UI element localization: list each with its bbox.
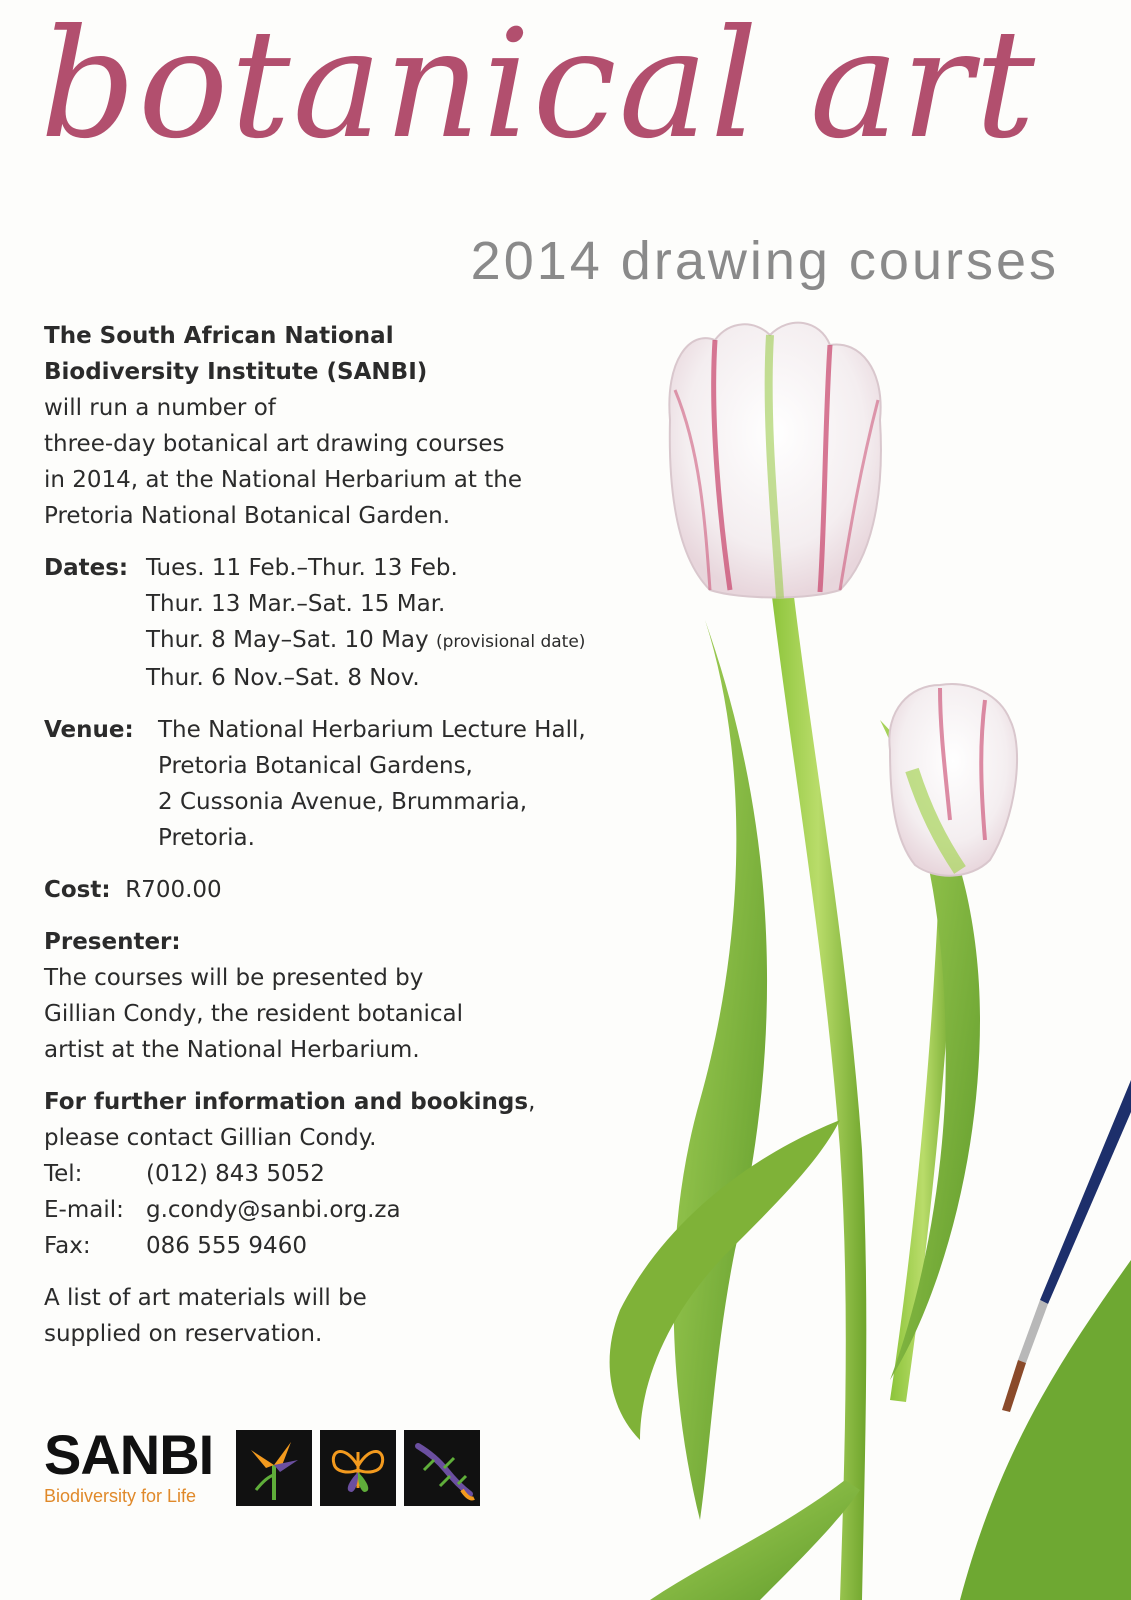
org-name-line2: Biodiversity Institute (SANBI) <box>44 359 428 385</box>
butterfly-icon <box>320 1430 396 1506</box>
presenter-section <box>44 924 644 1068</box>
venue-line: Pretoria. <box>158 825 255 851</box>
bird-of-paradise-flower-icon <box>236 1430 312 1506</box>
cost-value: R700.00 <box>125 877 222 903</box>
contact-heading-comma: , <box>528 1089 536 1115</box>
date-item: Thur. 13 Mar.–Sat. 15 Mar. <box>146 591 446 617</box>
email-label: E-mail: <box>44 1197 124 1223</box>
tel-label: Tel: <box>44 1161 83 1187</box>
presenter-line: Gillian Condy, the resident botanical <box>44 1001 463 1027</box>
presenter-label: Presenter: <box>44 929 181 955</box>
cost-label: Cost: <box>44 877 111 903</box>
contact-line: please contact Gillian Condy. <box>44 1125 377 1151</box>
intro-line: three-day botanical art drawing courses <box>44 431 505 457</box>
dates-label: Dates: <box>44 555 129 581</box>
venue-label: Venue: <box>44 717 134 743</box>
intro-section <box>44 318 644 534</box>
sanbi-name: SANBI <box>44 1423 214 1486</box>
tel-row <box>44 1156 644 1192</box>
date-item: Thur. 6 Nov.–Sat. 8 Nov. <box>146 665 420 691</box>
venue-line: Pretoria Botanical Gardens, <box>158 753 473 779</box>
venue-line: 2 Cussonia Avenue, Brummaria, <box>158 789 528 815</box>
course-details <box>44 318 644 1352</box>
provisional-note: (provisional date) <box>435 632 586 652</box>
venue-line: The National Herbarium Lecture Hall, <box>158 717 586 743</box>
contact-section <box>44 1084 644 1264</box>
materials-line: supplied on reservation. <box>44 1321 323 1347</box>
venue-section <box>44 712 644 856</box>
cost-section <box>44 872 644 908</box>
contact-heading: For further information and bookings <box>44 1089 529 1115</box>
date-item <box>146 622 585 660</box>
dates-section <box>44 550 644 696</box>
intro-line: in 2014, at the National Herbarium at the <box>44 467 522 493</box>
org-name-line1: The South African National <box>44 323 394 349</box>
email-link[interactable]: g.condy@sanbi.org.za <box>146 1197 401 1223</box>
tel-value[interactable]: (012) 843 5052 <box>146 1161 325 1187</box>
presenter-line: artist at the National Herbarium. <box>44 1037 420 1063</box>
poster-subtitle: 2014 drawing courses <box>470 231 1059 291</box>
date-item-text: Thur. 8 May–Sat. 10 May <box>146 627 429 653</box>
materials-section <box>44 1280 644 1352</box>
fax-label: Fax: <box>44 1233 91 1259</box>
sanbi-wordmark <box>44 1425 213 1507</box>
materials-line: A list of art materials will be <box>44 1285 367 1311</box>
venue-address <box>158 712 586 856</box>
poster-title: botanical art <box>40 0 1038 172</box>
fax-row <box>44 1228 644 1264</box>
intro-line: Pretoria National Botanical Garden. <box>44 503 451 529</box>
email-row <box>44 1192 644 1228</box>
fax-value: 086 555 9460 <box>146 1233 307 1259</box>
dates-list <box>146 550 585 696</box>
lizard-icon <box>404 1430 480 1506</box>
date-item: Tues. 11 Feb.–Thur. 13 Feb. <box>146 555 458 581</box>
intro-line: will run a number of <box>44 395 276 421</box>
sanbi-logo <box>44 1425 484 1510</box>
presenter-line: The courses will be presented by <box>44 965 424 991</box>
sanbi-tagline: Biodiversity for Life <box>44 1486 197 1506</box>
